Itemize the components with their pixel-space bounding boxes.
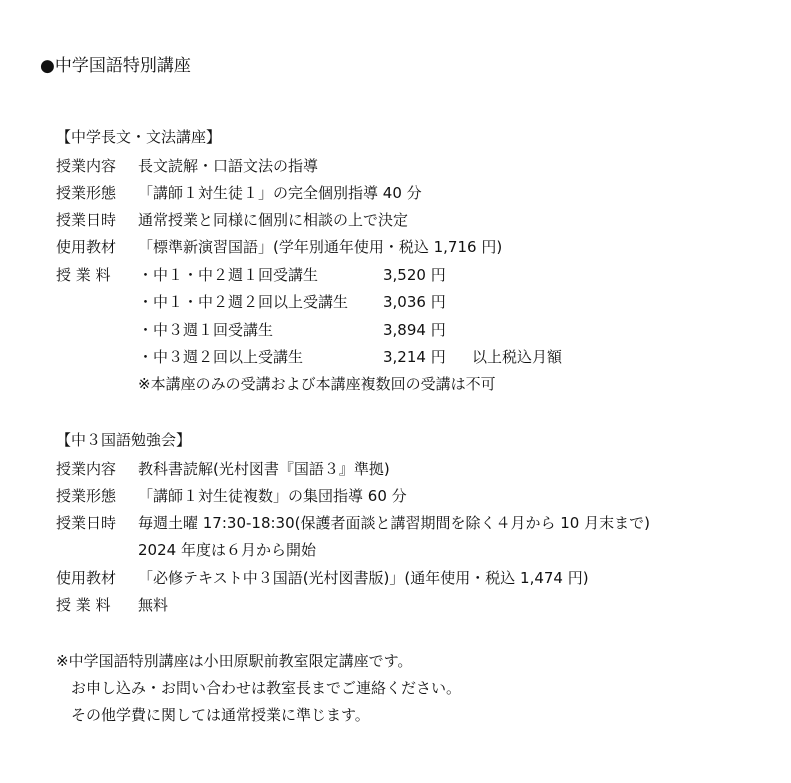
fee-price: 3,036 円 [383, 293, 446, 311]
course1-fee-label: 授 業 料 [56, 266, 111, 284]
footnote-line: ※中学国語特別講座は小田原駅前教室限定講座です。 [56, 652, 413, 670]
course1-heading: 【中学長文・文法講座】 [56, 128, 222, 146]
fee-price: 3,214 円 [383, 348, 446, 366]
course1-row-content-value: 長文読解・口語文法の指導 [138, 157, 319, 175]
course2-row-fee-label: 授 業 料 [56, 596, 111, 614]
course1-row-schedule-value: 通常授業と同様に個別に相談の上で決定 [138, 211, 409, 229]
course1-row-format-value: 「講師１対生徒１」の完全個別指導 40 分 [138, 184, 422, 202]
course2-row-start-value: 2024 年度は６月から開始 [138, 541, 316, 559]
fee-item: ・中１・中２週１回受講生 [138, 266, 319, 284]
course1-row-schedule-label: 授業日時 [56, 211, 117, 229]
course2-row-schedule-value: 毎週土曜 17:30-18:30(保護者面談と講習期間を除く４月から 10 月末まで) [138, 514, 650, 532]
course2-row-material-value: 「必修テキスト中３国語(光村図書版)」(通年使用・税込 1,474 円) [138, 569, 589, 587]
course2-row-schedule-label: 授業日時 [56, 514, 117, 532]
course2-row-format-value: 「講師１対生徒複数」の集団指導 60 分 [138, 487, 407, 505]
course1-row-material-label: 使用教材 [56, 238, 117, 256]
fee-price: 3,520 円 [383, 266, 446, 284]
fee-item: ・中３週２回以上受講生 [138, 348, 304, 366]
footnote-line: お申し込み・お問い合わせは教室長までご連絡ください。 [56, 679, 462, 697]
course2-row-format-label: 授業形態 [56, 487, 117, 505]
footnote-line: その他学費に関しては通常授業に準じます。 [56, 706, 370, 724]
fee-item: ・中３週１回受講生 [138, 321, 274, 339]
course2-row-material-label: 使用教材 [56, 569, 117, 587]
course2-row-content-label: 授業内容 [56, 460, 117, 478]
fee-note-monthly: 以上税込月額 [472, 348, 563, 366]
course1-row-content-label: 授業内容 [56, 157, 117, 175]
course1-row-material-value: 「標準新演習国語」(学年別通年使用・税込 1,716 円) [138, 238, 503, 256]
page-title: ●中学国語特別講座 [40, 56, 191, 76]
course1-note: ※本講座のみの受講および本講座複数回の受講は不可 [138, 375, 496, 393]
fee-item: ・中１・中２週２回以上受講生 [138, 293, 349, 311]
course2-row-content-value: 教科書読解(光村図書『国語３』準拠) [138, 460, 390, 478]
course1-row-format-label: 授業形態 [56, 184, 117, 202]
course2-heading: 【中３国語勉強会】 [56, 431, 192, 449]
course2-row-fee-value: 無料 [138, 596, 169, 614]
fee-price: 3,894 円 [383, 321, 446, 339]
